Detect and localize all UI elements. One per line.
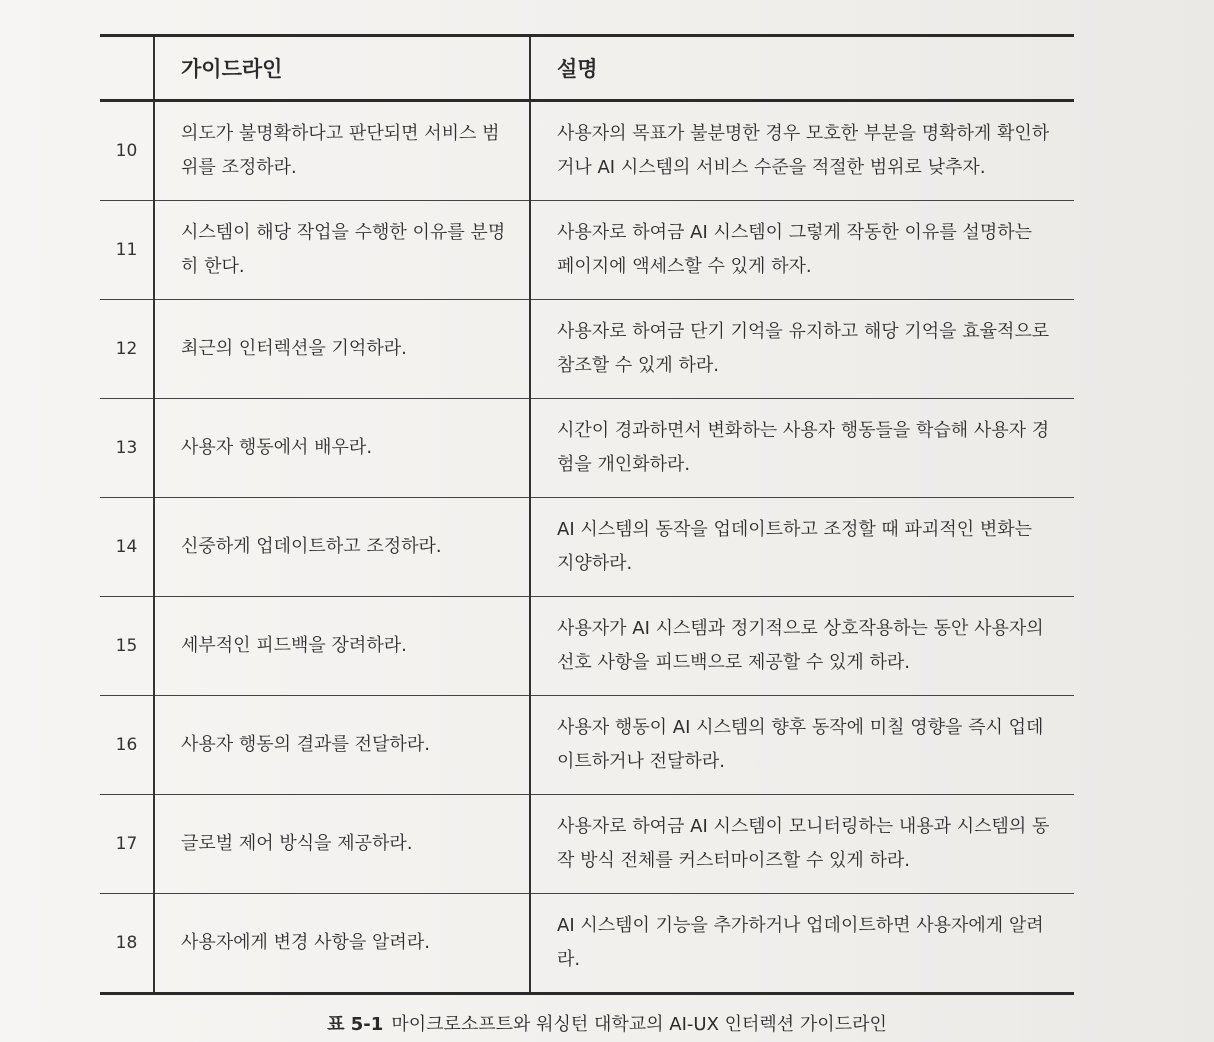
row-description: 사용자로 하여금 단기 기억을 유지하고 해당 기억을 효율적으로 참조할 수 있게 하라. xyxy=(530,300,1074,399)
table-row xyxy=(100,795,1074,894)
row-number: 15 xyxy=(100,597,154,696)
table-row xyxy=(100,101,1074,201)
caption-label: 표 5-1 xyxy=(327,1014,384,1035)
row-guideline: 사용자 행동의 결과를 전달하라. xyxy=(154,696,530,795)
table-row xyxy=(100,300,1074,399)
row-number: 17 xyxy=(100,795,154,894)
table-row xyxy=(100,399,1074,498)
row-guideline: 세부적인 피드백을 장려하라. xyxy=(154,597,530,696)
table-body xyxy=(100,101,1074,994)
row-number: 16 xyxy=(100,696,154,795)
row-guideline: 사용자 행동에서 배우라. xyxy=(154,399,530,498)
row-description: 사용자 행동이 AI 시스템의 향후 동작에 미칠 영향을 즉시 업데이트하거나 전달하라. xyxy=(530,696,1074,795)
row-description: 사용자의 목표가 불분명한 경우 모호한 부분을 명확하게 확인하거나 AI 시스템의 서비스 수준을 적절한 범위로 낮추자. xyxy=(530,101,1074,201)
row-description: 사용자로 하여금 AI 시스템이 그렇게 작동한 이유를 설명하는 페이지에 액세스할 수 있게 하자. xyxy=(530,201,1074,300)
table-row xyxy=(100,597,1074,696)
header-number xyxy=(100,36,154,101)
table-row xyxy=(100,894,1074,994)
table-row xyxy=(100,696,1074,795)
row-number: 18 xyxy=(100,894,154,994)
table-caption xyxy=(0,1010,1214,1036)
row-description: 사용자로 하여금 AI 시스템이 모니터링하는 내용과 시스템의 동작 방식 전체를 커스터마이즈할 수 있게 하라. xyxy=(530,795,1074,894)
guideline-table-container xyxy=(100,34,1074,995)
row-number: 13 xyxy=(100,399,154,498)
row-number: 11 xyxy=(100,201,154,300)
row-guideline: 시스템이 해당 작업을 수행한 이유를 분명히 한다. xyxy=(154,201,530,300)
row-number: 10 xyxy=(100,101,154,201)
row-description: 사용자가 AI 시스템과 정기적으로 상호작용하는 동안 사용자의 선호 사항을 피드백으로 제공할 수 있게 하라. xyxy=(530,597,1074,696)
row-description: AI 시스템이 기능을 추가하거나 업데이트하면 사용자에게 알려라. xyxy=(530,894,1074,994)
row-number: 14 xyxy=(100,498,154,597)
header-row xyxy=(100,36,1074,101)
row-guideline: 의도가 불명확하다고 판단되면 서비스 범위를 조정하라. xyxy=(154,101,530,201)
row-description: AI 시스템의 동작을 업데이트하고 조정할 때 파괴적인 변화는 지양하라. xyxy=(530,498,1074,597)
row-guideline: 사용자에게 변경 사항을 알려라. xyxy=(154,894,530,994)
row-number: 12 xyxy=(100,300,154,399)
row-description: 시간이 경과하면서 변화하는 사용자 행동들을 학습해 사용자 경험을 개인화하라. xyxy=(530,399,1074,498)
row-guideline: 최근의 인터렉션을 기억하라. xyxy=(154,300,530,399)
row-guideline: 글로벌 제어 방식을 제공하라. xyxy=(154,795,530,894)
table-header xyxy=(100,36,1074,101)
guideline-table xyxy=(100,34,1074,995)
table-row xyxy=(100,498,1074,597)
table-row xyxy=(100,201,1074,300)
caption-text: 마이크로소프트와 워싱턴 대학교의 AI-UX 인터렉션 가이드라인 xyxy=(391,1014,887,1035)
row-guideline: 신중하게 업데이트하고 조정하라. xyxy=(154,498,530,597)
header-description: 설명 xyxy=(530,36,1074,101)
header-guideline: 가이드라인 xyxy=(154,36,530,101)
